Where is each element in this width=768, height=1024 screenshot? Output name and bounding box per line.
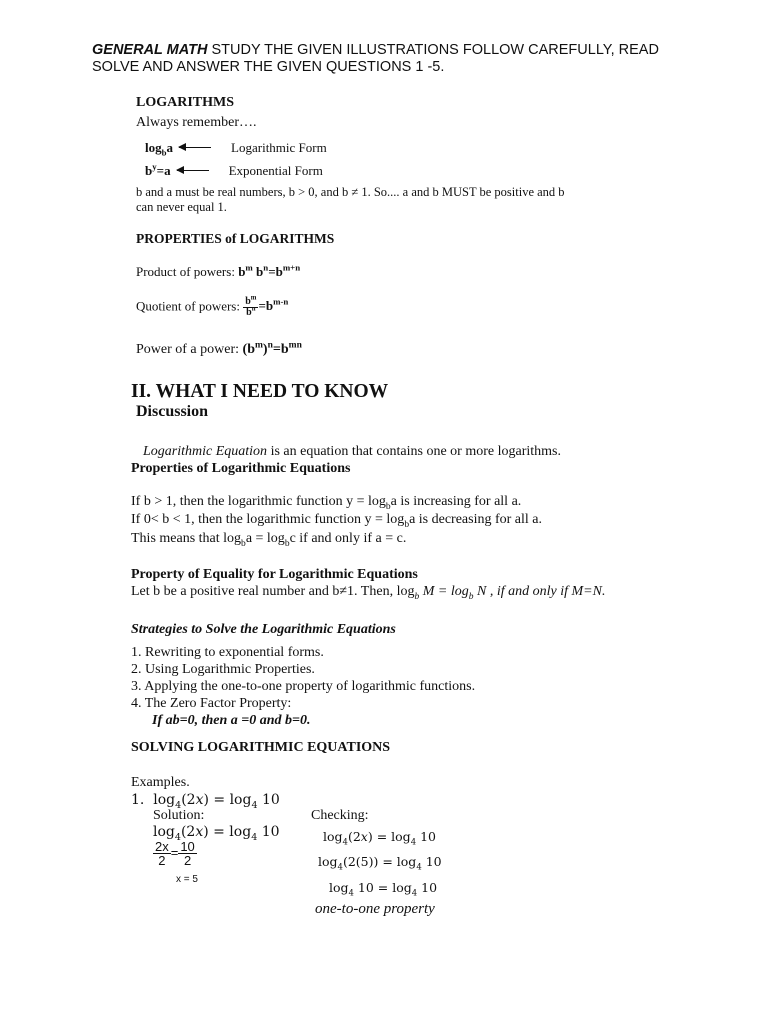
arrow-left-icon <box>177 170 209 171</box>
always-remember: Always remember…. <box>136 115 257 130</box>
power-label: Power of a power: <box>136 342 240 357</box>
solving-title: SOLVING LOGARITHMIC EQUATIONS <box>131 740 391 755</box>
strategy-item: 3. Applying the one-to-one property of logarithmic functions. <box>131 679 476 694</box>
check-step-3: $\log_4 10 = \log_4 10$ <box>329 880 438 899</box>
logarithms-title: LOGARITHMS <box>136 95 235 110</box>
equality-text-part1: Let b be a positive real number and b≠1. Then, log <box>131 584 415 599</box>
definition-rest: is an equation that contains one or more logarithms. <box>267 444 561 459</box>
right-fraction: $\frac{10}{2}$ <box>180 839 195 868</box>
example-number: 1. <box>131 792 145 808</box>
left-fraction: $\frac{2x}{2}$ <box>155 839 169 868</box>
exponential-form-row <box>145 163 323 179</box>
equality-property-text: Let b be a positive real number and b≠1. Then, $\log_b M = \log_b N$ , if and only if M=N. <box>131 584 606 602</box>
arrow-left-icon <box>179 147 211 148</box>
product-formula: $b^m$ $b^n=b^{m+n}$ <box>238 262 301 279</box>
strategy-item: 2. Using Logarithmic Properties. <box>131 662 315 677</box>
check-step-1: $\log_4(2x) = \log_4 10$ <box>323 829 436 848</box>
means-prefix: This means that log <box>131 531 242 546</box>
logarithmic-form-label: Logarithmic Form <box>231 140 327 155</box>
decreasing-rule-suffix: a is decreasing for all a. <box>409 512 543 527</box>
properties-equations-title: Properties of Logarithmic Equations <box>131 461 351 476</box>
power-formula: $(b^m)^n=b^{mn}$ <box>242 340 302 357</box>
product-of-powers <box>136 264 300 280</box>
definition-term: Logarithmic Equation <box>143 444 268 459</box>
means-mid: a = log <box>245 531 285 546</box>
strategy-item: 4. The Zero Factor Property: <box>131 696 292 711</box>
instructions-line-2: SOLVE AND ANSWER THE GIVEN QUESTIONS 1 -5. <box>92 59 445 75</box>
quotient-label: Quotient of powers: <box>136 298 240 314</box>
decreasing-rule-prefix: If 0< b < 1, then the logarithmic function y = log <box>131 512 405 527</box>
example-1-equation: 1. $\log_4(2x) = \log_4 10$ <box>131 792 280 811</box>
solution-label: Solution: <box>153 808 205 823</box>
check-step-2: $\log_4(2(5)) = \log_4 10$ <box>318 854 442 873</box>
one-to-one-property: one-to-one property <box>315 901 435 917</box>
quotient-result: $=b^{m-n}$ <box>258 297 289 314</box>
equality-property-title: Property of Equality for Logarithmic Equations <box>131 567 418 582</box>
strategies-title: Strategies to Solve the Logarithmic Equations <box>131 622 396 637</box>
means-suffix: c if and only if a = c. <box>289 531 407 546</box>
definition-line <box>143 444 561 460</box>
increasing-rule-suffix: a is increasing for all a. <box>390 494 522 509</box>
log-form-expression: $\log_ba$ <box>145 140 174 158</box>
equality-text-part2: M = log <box>419 584 469 599</box>
discussion-heading: Discussion <box>136 403 209 420</box>
product-label: Product of powers: <box>136 264 235 279</box>
decreasing-rule: If 0< b < 1, then the logarithmic function $y = \log_ba$ is decreasing for all a. <box>131 512 543 530</box>
exponential-form-label: Exponential Form <box>228 163 323 178</box>
strategies-list <box>131 644 475 729</box>
quotient-fraction: $\frac{b^m}{b^n}$ <box>245 294 257 318</box>
properties-title: PROPERTIES of LOGARITHMS <box>136 231 335 246</box>
solution-step-1: $\log_4(2x) = \log_4 10$ <box>153 824 280 843</box>
exp-form-expression: $b^y=a$ <box>145 161 171 178</box>
instructions-line-1: STUDY THE GIVEN ILLUSTRATIONS FOLLOW CAREFULLY, READ <box>207 42 659 58</box>
worksheet-header <box>92 42 659 76</box>
equality-meaning: This means that $\log_ba = \log_bc$ if and only if a = c. <box>131 531 407 549</box>
power-of-a-power <box>136 342 302 358</box>
zero-factor-rule: If ab=0, then a =0 and b=0. <box>152 713 311 728</box>
strategy-item: 1. Rewriting to exponential forms. <box>131 645 324 660</box>
log-rule-text <box>136 185 565 215</box>
rule-line-2: can never equal 1. <box>136 200 227 214</box>
equality-text-part3: N , if and only if M=N. <box>473 584 606 599</box>
increasing-rule-prefix: If b > 1, then the logarithmic function y = log <box>131 494 386 509</box>
subject-label: GENERAL MATH <box>92 42 208 58</box>
solution-result: x = 5 <box>176 874 198 885</box>
logarithmic-form-row <box>145 140 327 156</box>
quotient-of-powers <box>136 294 289 318</box>
solution-step-2: $\frac{2x}{2}$ = $\frac{10}{2}$ <box>155 839 195 868</box>
section-heading: II. WHAT I NEED TO KNOW <box>131 381 389 402</box>
examples-label: Examples. <box>131 775 190 790</box>
increasing-rule: If b > 1, then the logarithmic function $y = \log_ba$ is increasing for all a. <box>131 494 522 512</box>
rule-line-1: b and a must be real numbers, b > 0, and b ≠ 1. So.... a and b MUST be positive and b <box>136 185 565 199</box>
checking-label: Checking: <box>311 808 369 823</box>
